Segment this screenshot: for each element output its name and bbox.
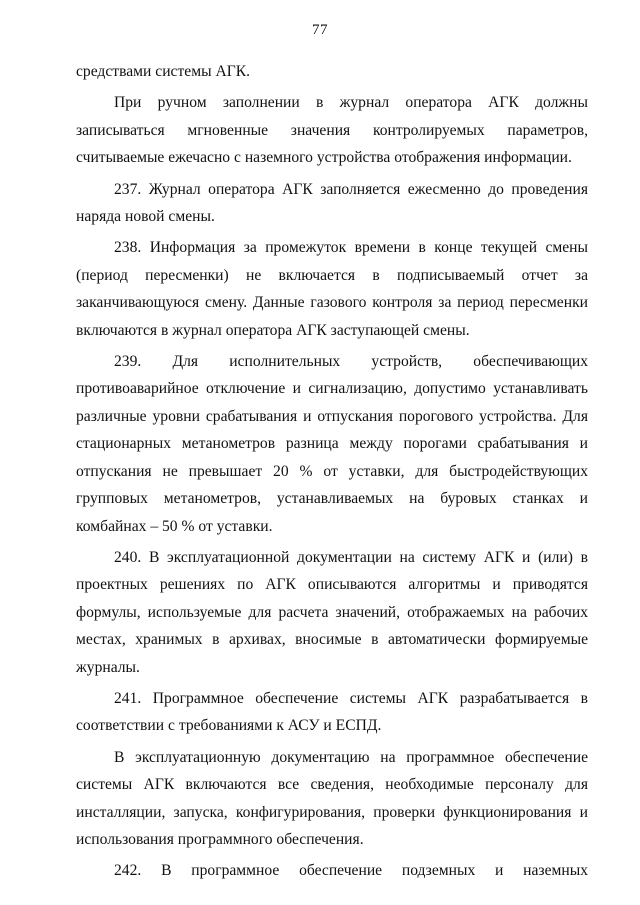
paragraph-manual-journal: При ручном заполнении в журнал оператора АГК должны записываться мгновенные значения контролируемых параметров, считываемые ежечасно с наземного устройства отображения информации.: [76, 94, 588, 167]
paragraph-237: 237. Журнал оператора АГК заполняется ежесменно до проведения наряда новой смены.: [76, 180, 588, 226]
paragraph-241: 241. Программное обеспечение системы АГК разрабатывается в соответствии с требованиями к АСУ и ЕСПД.: [76, 689, 588, 735]
paragraph-238: 238. Информация за промежуток времени в конце текущей смены (период пересменки) не включается в подписываемый отчет за заканчивающуюся смену. Данные газового контроля за период пересменки включаются в журнал оператора АГК заступающей смены.: [76, 239, 588, 339]
paragraph-239: 239. Для исполнительных устройств, обеспечивающих противоаварийное отключение и сигнализацию, допустимо устанавливать различные уровни срабатывания и отпускания порогового устройства. Для стационарных метанометров разница между порогами срабатывания и отпускания не превышает 20 % от уставки, для быстродействующих групповых метанометров, устанавливаемых на буровых станках и комбайнах – 50 % от уставки.: [76, 353, 588, 535]
paragraph-240: 240. В эксплуатационной документации на систему АГК и (или) в проектных решениях по АГК описываются алгоритмы и приводятся формулы, используемые для расчета значений, отображаемых на рабочих местах, хранимых в архивах, вносимые в автоматически формируемые журналы.: [76, 548, 588, 676]
paragraph-software-docs: В эксплуатационную документацию на программное обеспечение системы АГК включаются все сведения, необходимые персоналу для инсталляции, запуска, конфигурирования, проверки функционирования и использования программного обеспечения.: [76, 748, 588, 848]
paragraph-242: 242. В программное обеспечение подземных и наземных: [114, 862, 588, 880]
page-number: 77: [312, 22, 328, 38]
document-body: [76, 58, 588, 889]
paragraph-continuation: средствами системы АГК.: [76, 63, 251, 80]
